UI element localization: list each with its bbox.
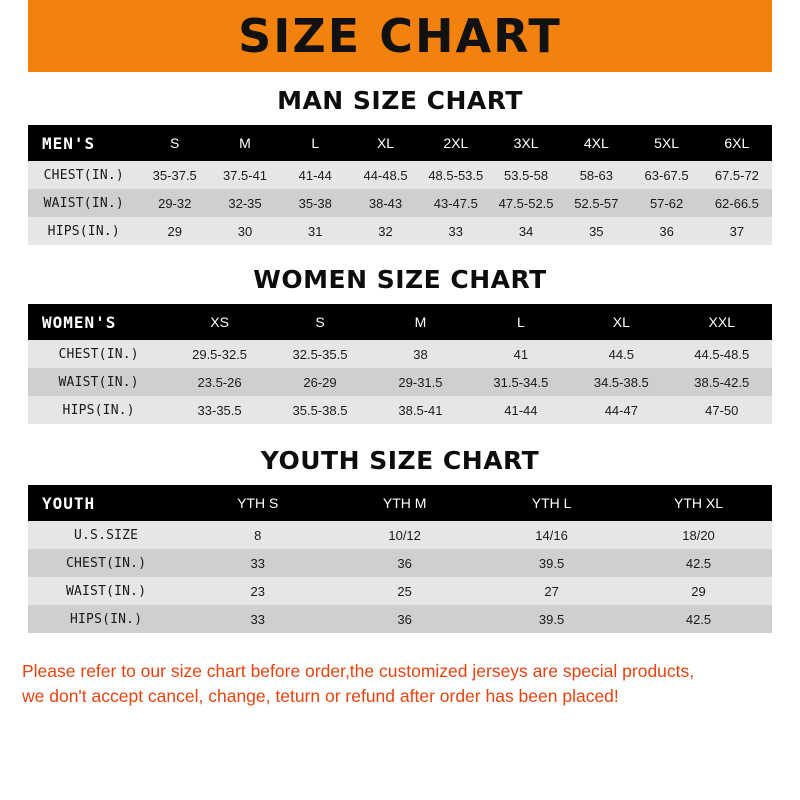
- youth-cell: 36: [397, 611, 412, 627]
- footer-note-line-1: Please refer to our size chart before order,the customized jerseys are special products,: [22, 661, 695, 681]
- table-row: [28, 549, 772, 577]
- women-row-label: CHEST(IN.): [58, 346, 139, 362]
- youth-cell: 33: [250, 611, 265, 627]
- men-cell: 62-66.5: [714, 195, 759, 211]
- men-cell: 37: [729, 223, 745, 239]
- men-column-header: 3XL: [491, 125, 561, 161]
- women-cell: 41-44: [504, 402, 538, 418]
- women-table-head: [28, 304, 772, 340]
- youth-cell: 25: [397, 583, 412, 599]
- youth-table-body: [28, 521, 772, 633]
- women-table-body: [28, 340, 772, 424]
- women-column-header: XXL: [672, 304, 772, 340]
- youth-table-wrap: [0, 485, 800, 633]
- men-cell: 36: [659, 223, 674, 239]
- men-row-label: CHEST(IN.): [43, 167, 124, 183]
- women-cell: 29.5-32.5: [192, 346, 248, 362]
- banner-notch-right: [772, 0, 800, 72]
- youth-row-label: HIPS(IN.): [69, 611, 143, 627]
- women-cell: 23.5-26: [197, 374, 242, 390]
- women-section-title: WOMEN SIZE CHART: [253, 265, 547, 294]
- women-column-header: L: [471, 304, 571, 340]
- table-row: [28, 521, 772, 549]
- men-size-table: [28, 125, 772, 245]
- table-header-row: [28, 485, 772, 521]
- women-cell: 34.5-38.5: [593, 374, 649, 390]
- youth-column-header: YTH L: [478, 485, 625, 521]
- women-column-header: S: [270, 304, 370, 340]
- table-header-row: [28, 304, 772, 340]
- youth-header-label: YOUTH: [28, 485, 184, 521]
- women-cell: 29-31.5: [398, 374, 443, 390]
- women-cell: 47-50: [705, 402, 739, 418]
- youth-cell: 29: [691, 583, 706, 599]
- men-cell: 31: [308, 223, 323, 239]
- men-cell: 29: [167, 223, 182, 239]
- table-row: [28, 340, 772, 368]
- table-row: [28, 189, 772, 217]
- women-column-header: XS: [169, 304, 269, 340]
- men-column-header: 2XL: [421, 125, 491, 161]
- women-cell: 35.5-38.5: [292, 402, 348, 418]
- men-cell: 33: [448, 223, 464, 239]
- men-cell: 35: [589, 223, 604, 239]
- footer-note: [0, 649, 800, 710]
- men-cell: 48.5-53.5: [428, 167, 484, 183]
- youth-cell: 33: [250, 555, 265, 571]
- women-row-label: HIPS(IN.): [62, 402, 135, 418]
- men-column-header: 4XL: [561, 125, 631, 161]
- table-row: [28, 161, 772, 189]
- youth-cell: 18/20: [682, 527, 715, 543]
- youth-row-label: WAIST(IN.): [65, 583, 147, 599]
- youth-column-header: YTH XL: [625, 485, 772, 521]
- women-column-header: M: [370, 304, 470, 340]
- men-cell: 58-63: [579, 167, 613, 183]
- youth-cell: 8: [254, 527, 262, 543]
- men-table-head: [28, 125, 772, 161]
- women-cell: 38.5-42.5: [694, 374, 750, 390]
- men-cell: 43-47.5: [433, 195, 478, 211]
- footer-note-line-2: we don't accept cancel, change, teturn or refund after order has been placed!: [22, 686, 619, 707]
- men-cell: 57-62: [649, 195, 684, 211]
- women-cell: 44-47: [604, 402, 638, 418]
- youth-cell: 36: [397, 555, 412, 571]
- women-header-label: WOMEN'S: [28, 304, 169, 340]
- men-cell: 67.5-72: [714, 167, 759, 183]
- table-header-row: [28, 125, 772, 161]
- men-cell: 32: [378, 223, 393, 239]
- youth-row-label: CHEST(IN.): [65, 555, 147, 571]
- men-cell: 37.5-41: [222, 167, 268, 183]
- table-row: [28, 368, 772, 396]
- youth-column-header: YTH M: [331, 485, 478, 521]
- men-cell: 63-67.5: [644, 167, 689, 183]
- men-table-body: [28, 161, 772, 245]
- men-column-header: XL: [350, 125, 420, 161]
- women-size-table: [28, 304, 772, 424]
- men-cell: 32-35: [228, 195, 262, 211]
- men-table-wrap: [0, 125, 800, 245]
- women-column-header: XL: [571, 304, 671, 340]
- women-cell: 31.5-34.5: [493, 374, 549, 390]
- men-header-label: MEN'S: [28, 125, 140, 161]
- women-cell: 38.5-41: [398, 402, 443, 418]
- men-section-title: MAN SIZE CHART: [277, 86, 523, 115]
- men-column-header: M: [210, 125, 280, 161]
- youth-size-table: [28, 485, 772, 633]
- men-cell: 30: [237, 223, 253, 239]
- women-cell: 33-35.5: [197, 402, 242, 418]
- table-row: [28, 577, 772, 605]
- men-cell: 35-37.5: [152, 167, 197, 183]
- women-table-wrap: [0, 304, 800, 424]
- banner-notch-left: [0, 0, 28, 72]
- women-cell: 26-29: [303, 374, 337, 390]
- youth-row-label: U.S.SIZE: [74, 527, 139, 543]
- table-row: [28, 217, 772, 245]
- youth-section-title: YOUTH SIZE CHART: [260, 446, 540, 475]
- header-banner: [0, 0, 800, 72]
- women-cell: 38: [413, 346, 428, 362]
- women-cell: 44.5-48.5: [694, 346, 750, 362]
- men-cell: 34: [518, 223, 534, 239]
- men-column-header: 5XL: [631, 125, 701, 161]
- youth-cell: 42.5: [685, 555, 712, 571]
- men-column-header: 6XL: [702, 125, 772, 161]
- men-column-header: S: [140, 125, 210, 161]
- men-cell: 53.5-58: [504, 167, 549, 183]
- men-cell: 44-48.5: [363, 167, 408, 183]
- table-row: [28, 605, 772, 633]
- youth-cell: 27: [544, 583, 559, 599]
- men-cell: 38-43: [368, 195, 403, 211]
- men-column-header: L: [280, 125, 350, 161]
- page-title: SIZE CHART: [238, 9, 562, 63]
- youth-cell: 14/16: [535, 527, 568, 543]
- men-cell: 29-32: [158, 195, 192, 211]
- youth-column-header: YTH S: [184, 485, 331, 521]
- women-row-label: WAIST(IN.): [58, 374, 139, 390]
- youth-cell: 39.5: [538, 555, 565, 571]
- men-cell: 35-38: [298, 195, 332, 211]
- youth-cell: 42.5: [685, 611, 712, 627]
- youth-cell: 23: [250, 583, 265, 599]
- youth-cell: 39.5: [538, 611, 565, 627]
- youth-table-head: [28, 485, 772, 521]
- women-cell: 41: [513, 346, 529, 362]
- youth-cell: 10/12: [388, 527, 421, 543]
- men-cell: 41-44: [298, 167, 332, 183]
- men-row-label: WAIST(IN.): [43, 195, 124, 211]
- men-row-label: HIPS(IN.): [47, 223, 120, 239]
- table-row: [28, 396, 772, 424]
- men-cell: 52.5-57: [574, 195, 619, 211]
- women-cell: 44.5: [608, 346, 634, 362]
- women-cell: 32.5-35.5: [292, 346, 348, 362]
- men-cell: 47.5-52.5: [498, 195, 554, 211]
